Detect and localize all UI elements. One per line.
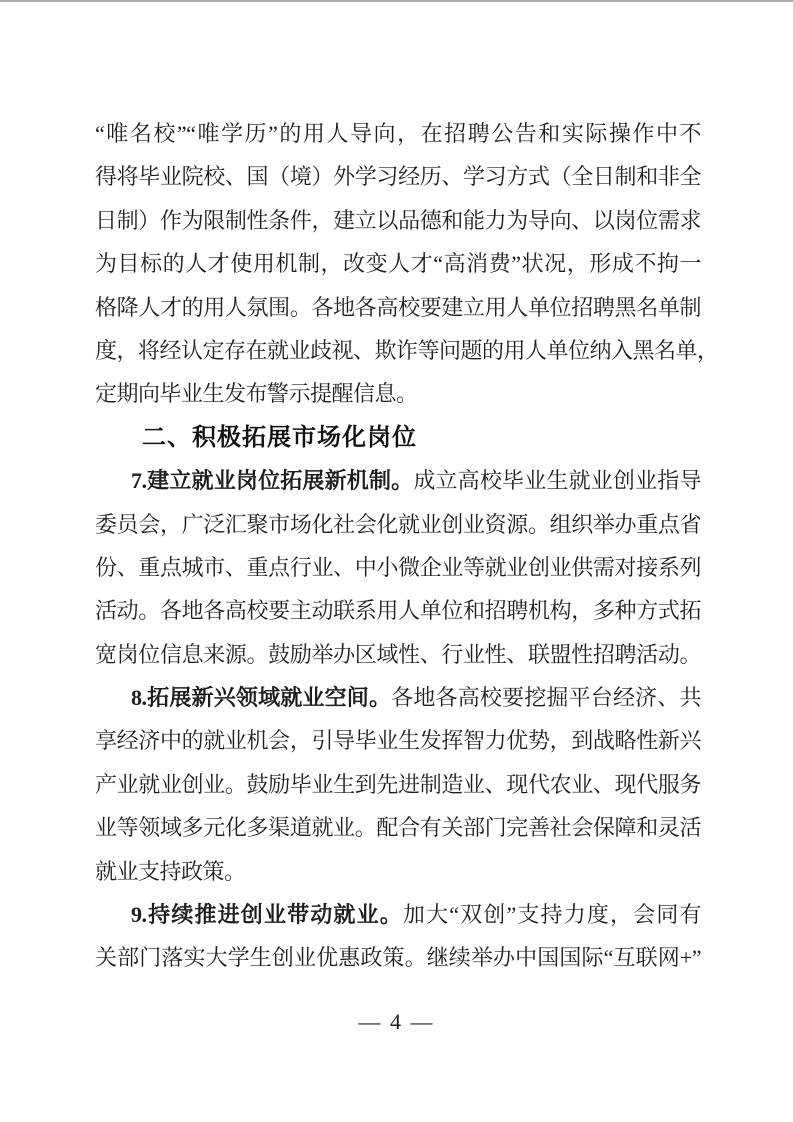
paragraph-continuation <box>95 112 719 416</box>
section-heading: 二、积极拓展市场化岗位 <box>142 423 417 451</box>
text-line: 就业支持政策。 <box>95 858 246 884</box>
text-line <box>95 459 701 502</box>
item-lead-sentence: 8.拓展新兴领域就业空间。 <box>131 685 392 711</box>
item-lead-sentence: 7.建立就业岗位拓展新机制。 <box>131 468 414 494</box>
text-line <box>95 893 701 936</box>
item-lead-rest: 各地各高校要挖掘平台经济、共 <box>391 685 701 711</box>
text-line: “唯名校”“唯学历”的用人导向，在招聘公告和实际操作中不 <box>95 121 701 146</box>
page-number: — 4 — <box>358 1009 435 1034</box>
item-lead-rest: 成立高校毕业生就业创业指导 <box>413 468 701 494</box>
text-line: 格降人才的用人氛围。各地各高校要建立用人单位招聘黑名单制 <box>95 294 701 320</box>
text-line: 得将毕业院校、国（境）外学习经历、学习方式（全日制和非全 <box>95 164 701 190</box>
item-lead-rest: 加大“双创”支持力度，会同有 <box>402 902 701 928</box>
scan-edge-line <box>0 0 793 2</box>
text-line: 享经济中的就业机会，引导毕业生发挥智力优势，到战略性新兴 <box>95 728 701 754</box>
document-body <box>95 112 719 980</box>
text-line: 业等领域多元化多渠道就业。配合有关部门完善社会保障和灵活 <box>95 815 701 841</box>
text-line: 产业就业创业。鼓励毕业生到先进制造业、现代农业、现代服务 <box>95 771 701 797</box>
paragraph-item-8 <box>95 676 701 893</box>
text-line: 份、重点城市、重点行业、中小微企业等就业创业供需对接系列 <box>95 554 701 580</box>
text-line <box>95 676 701 719</box>
text-line: 定期向毕业生发布警示提醒信息。 <box>95 381 418 407</box>
text-line: 度，将经认定存在就业歧视、欺诈等问题的用人单位纳入黑名单， <box>95 337 719 363</box>
paragraph-item-9 <box>95 893 701 980</box>
text-line: 日制）作为限制性条件，建立以品德和能力为导向、以岗位需求 <box>95 207 701 233</box>
text-line: 为目标的人才使用机制，改变人才“高消费”状况，形成不拘一 <box>95 251 701 277</box>
text-line: 宽岗位信息来源。鼓励举办区域性、行业性、联盟性招聘活动。 <box>95 641 701 667</box>
text-line: 委员会，广泛汇聚市场化社会化就业创业资源。组织举办重点省 <box>95 511 701 537</box>
item-lead-sentence: 9.持续推进创业带动就业。 <box>131 902 403 928</box>
text-line: 活动。各地各高校要主动联系用人单位和招聘机构，多种方式拓 <box>95 598 701 624</box>
paragraph-item-7 <box>95 459 701 676</box>
text-line: 关部门落实大学生创业优惠政策。继续举办中国国际“互联网+” <box>95 945 701 971</box>
